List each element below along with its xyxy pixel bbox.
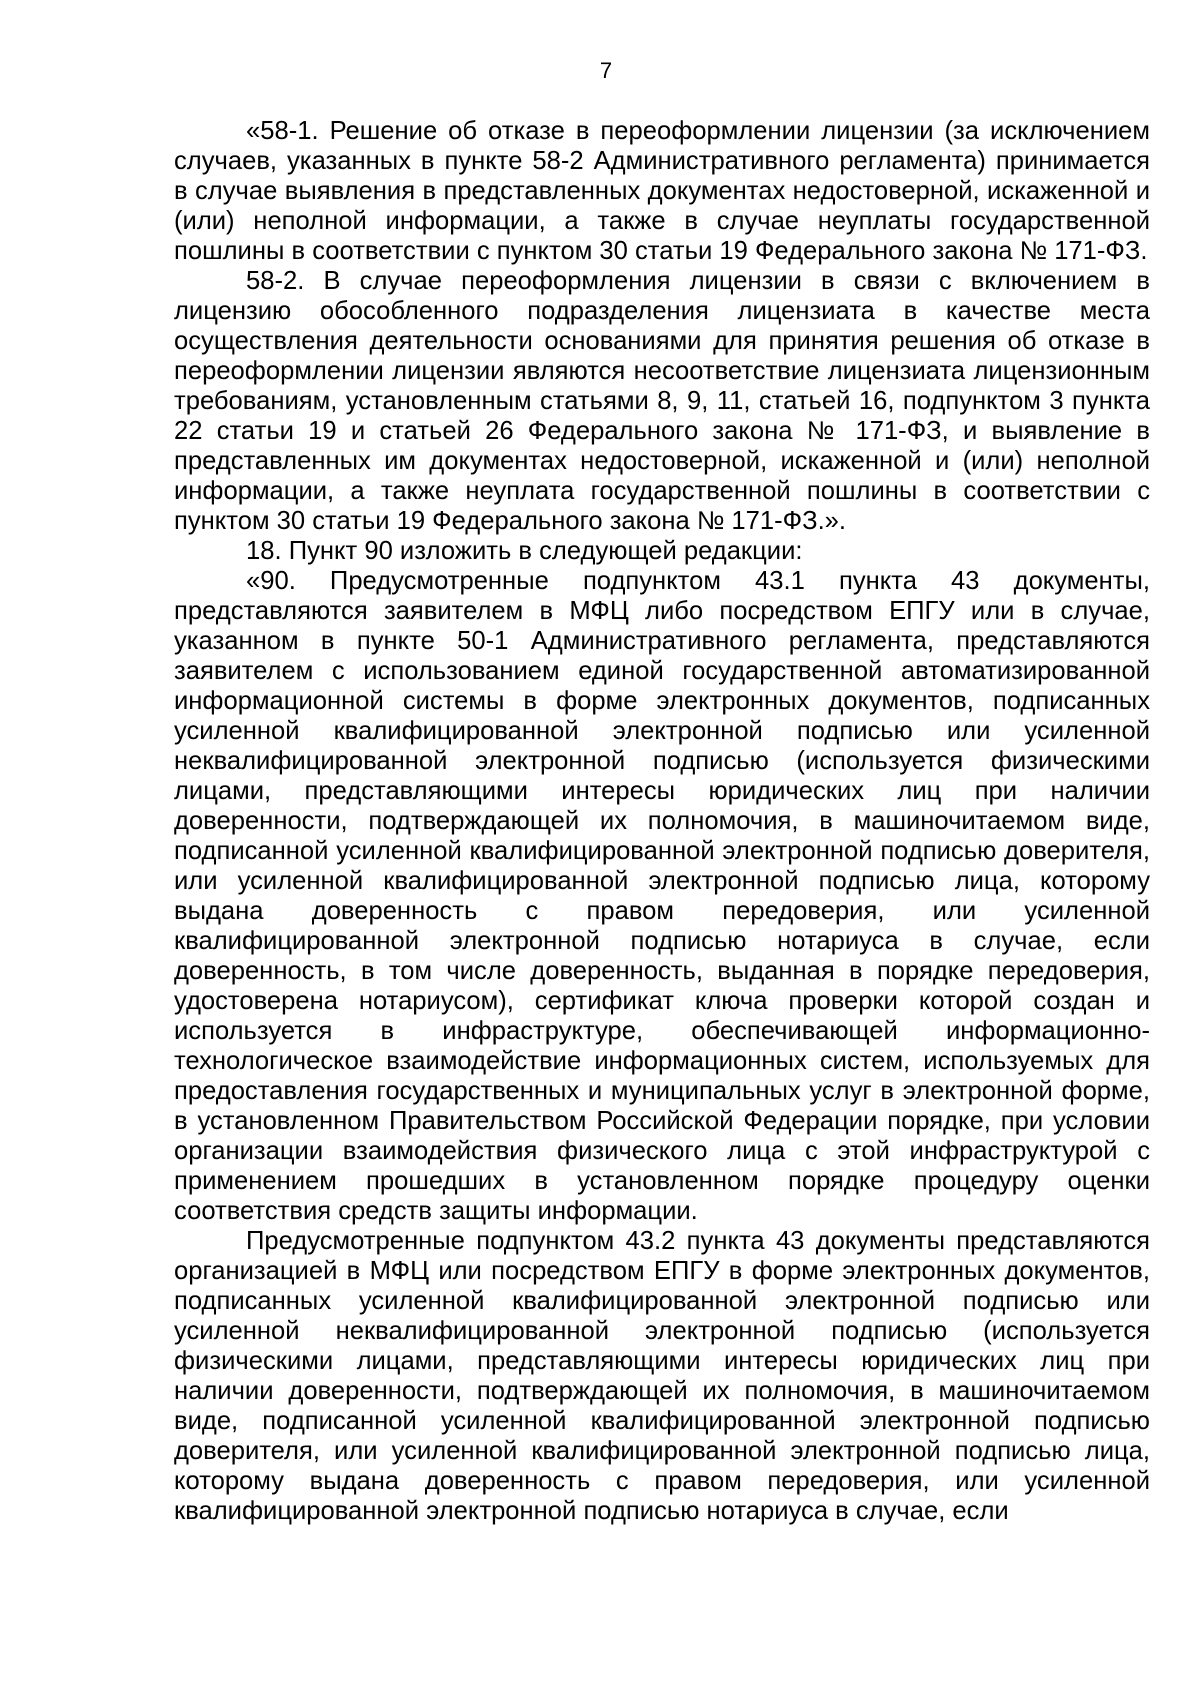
paragraph-item-18: 18. Пункт 90 изложить в следующей редакции: <box>246 537 803 565</box>
paragraph-58-2: 58-2. В случае переоформления лицензии в связи с включением в лицензию обособленного подразделения лицензиата в качестве места осуществления деятельности основаниями для принятия решения об отказе в переоформлении лицензии являются несоответствие лицензиата лицензионным требованиям, установленным статьями 8, 9, 11, статьей 16, подпунктом 3 пункта 22 статьи 19 и статьей 26 Федерального закона № 171-ФЗ, и выявление в представленных им документах недостоверной, искаженной и (или) неполной информации, а также неуплата государственной пошлины в соответствии с пунктом 30 статьи 19 Федерального закона № 171-ФЗ.». <box>174 267 1150 535</box>
paragraph-90: «90. Предусмотренные подпунктом 43.1 пункта 43 документы, представляются заявителем в МФЦ либо посредством ЕПГУ или в случае, указанном в пункте 50-1 Административного регламента, представляются заявителем с использованием единой государственной автоматизированной информационной системы в форме электронных документов, подписанных усиленной квалифицированной электронной подписью или усиленной неквалифицированной электронной подписью (используется физическими лицами, представляющими интересы юридических лиц при наличии доверенности, подтверждающей их полномочия, в машиночитаемом виде, подписанной усиленной квалифицированной электронной подписью доверителя, или усиленной квалифицированной электронной подписью лица, которому выдана доверенность с правом передоверия, или усиленной квалифицированной электронной подписью нотариуса в случае, если доверенность, в том числе доверенность, выданная в порядке передоверия, удостоверена нотариусом), сертификат ключа проверки которой создан и используется в инфраструктуре, обеспечивающей информационно-технологическое взаимодействие информационных систем, используемых для предоставления государственных и муниципальных услуг в электронной форме, в установленном Правительством Российской Федерации порядке, при условии организации взаимодействия физического лица с этой инфраструктурой с применением прошедших в установленном порядке процедуру оценки соответствия средств защиты информации. <box>174 567 1150 1225</box>
paragraph-58-1: «58-1. Решение об отказе в переоформлении лицензии (за исключением случаев, указанных в пункте 58-2 Административного регламента) принимается в случае выявления в представленных документах недостоверной, искаженной и (или) неполной информации, а также в случае неуплаты государственной пошлины в соответствии с пунктом 30 статьи 19 Федерального закона № 171-ФЗ. <box>174 117 1150 265</box>
page-number: 7 <box>599 58 613 83</box>
paragraph-90-part2: Предусмотренные подпунктом 43.2 пункта 43 документы представляются организацией в МФЦ или посредством ЕПГУ в форме электронных документов, подписанных усиленной квалифицированной электронной подписью или усиленной неквалифицированной электронной подписью (используется физическими лицами, представляющими интересы юридических лиц при наличии доверенности, подтверждающей их полномочия, в машиночитаемом виде, подписанной усиленной квалифицированной электронной подписью доверителя, или усиленной квалифицированной электронной подписью лица, которому выдана доверенность с правом передоверия, или усиленной квалифицированной электронной подписью нотариуса в случае, если <box>174 1227 1150 1525</box>
document-body <box>174 116 1150 1526</box>
